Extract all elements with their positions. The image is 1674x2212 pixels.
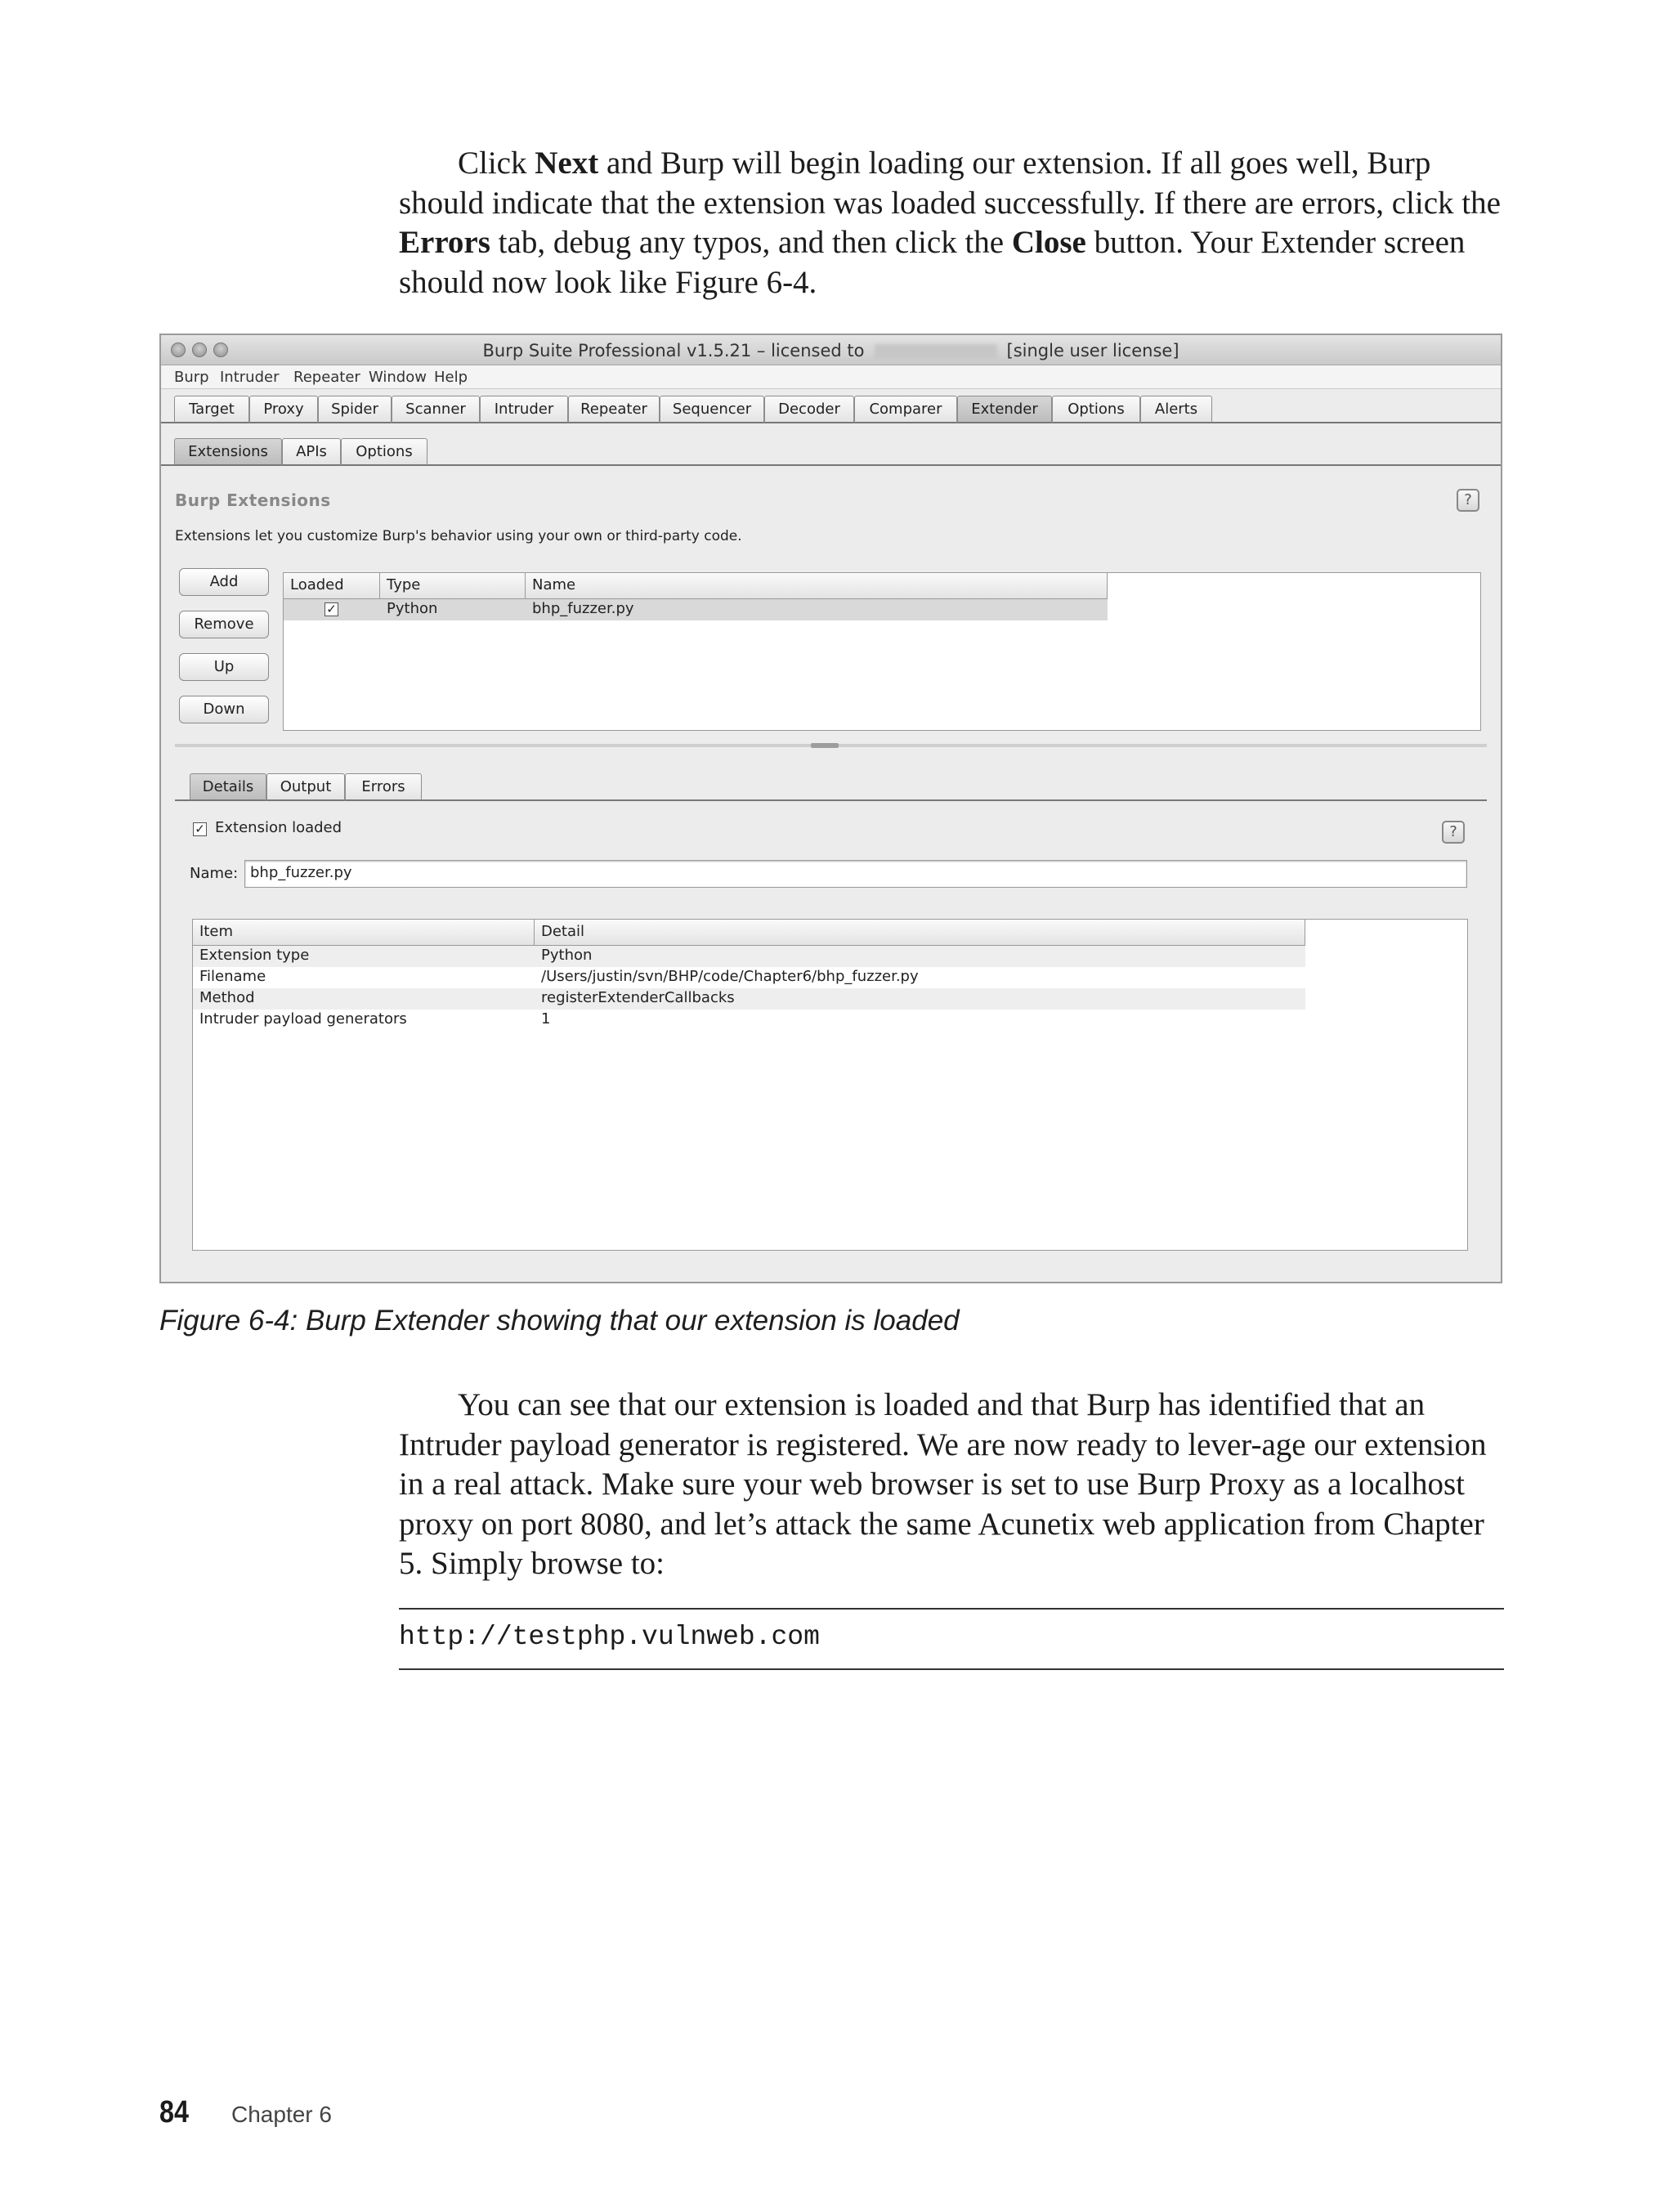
tab-extender-options[interactable]: Options (341, 438, 427, 466)
window-title (161, 341, 1501, 360)
figure-caption: Figure 6-4: Burp Extender showing that our extension is loaded (159, 1305, 960, 1337)
add-button[interactable]: Add (179, 568, 269, 596)
extension-loaded-label: Extension loaded (215, 819, 342, 836)
row-name: bhp_fuzzer.py (532, 600, 634, 617)
code-rule-bottom (399, 1668, 1504, 1670)
tab-target[interactable]: Target (174, 396, 249, 423)
chapter-label: Chapter 6 (231, 2102, 332, 2127)
tab-details[interactable]: Details (190, 773, 266, 801)
tab-comparer[interactable]: Comparer (854, 396, 957, 423)
intro-text-2: and Burp will begin loading our extension. If all goes well, Burp should indicate that the extension was loaded successfully. If there are errors, click the (399, 146, 1501, 221)
intro-text-3: tab, debug any typos, and then click the (490, 225, 1012, 260)
row-item: Intruder payload generators (199, 1010, 407, 1028)
row-item: Filename (199, 968, 266, 985)
row-detail: registerExtenderCallbacks (541, 989, 735, 1006)
menu-repeater[interactable]: Repeater (293, 369, 360, 386)
body-paragraph-text: You can see that our extension is loaded and that Burp has identified that an Intruder payload generator is registered. We are now ready to lever-age our extension in a real attack. Make sure your web browser is set to use Burp Proxy as a localhost proxy on port 8080, and let’s attack the same Acunetix web application from Chapter 5. Simply browse to: (399, 1387, 1487, 1581)
name-label: Name: (190, 865, 239, 882)
table-row[interactable] (193, 946, 1305, 967)
intro-text-1: Click (458, 146, 535, 181)
intro-text-4: button. Your Extender screen should now look like Figure 6-4. (399, 225, 1466, 300)
column-header-loaded[interactable]: Loaded (284, 573, 380, 599)
row-item: Extension type (199, 947, 310, 964)
extensions-table (283, 572, 1481, 731)
column-header-name[interactable]: Name (526, 573, 1108, 599)
section-description: Extensions let you customize Burp's behavior using your own or third-party code. (175, 528, 742, 544)
row-type: Python (387, 600, 438, 617)
name-field[interactable]: bhp_fuzzer.py (244, 860, 1467, 888)
row-detail: Python (541, 947, 593, 964)
column-header-detail[interactable]: Detail (535, 920, 1305, 946)
tab-sequencer[interactable]: Sequencer (660, 396, 764, 423)
row-item: Method (199, 989, 255, 1006)
table-row[interactable] (193, 1010, 1305, 1031)
loaded-checkbox[interactable]: ✓ (325, 602, 338, 616)
window-title-prefix: Burp Suite Professional v1.5.21 – licensed to (482, 341, 865, 360)
tab-repeater[interactable]: Repeater (568, 396, 660, 423)
detail-help-icon[interactable]: ? (1442, 821, 1465, 844)
menu-burp[interactable]: Burp (174, 369, 209, 386)
tab-intruder[interactable]: Intruder (480, 396, 568, 423)
intro-bold-errors: Errors (399, 225, 490, 260)
extender-sub-tab-bar (161, 432, 1501, 466)
detail-tab-bar (175, 767, 1487, 801)
code-url: http://testphp.vulnweb.com (399, 1622, 820, 1652)
menu-window[interactable]: Window (369, 369, 427, 386)
body-paragraph (399, 1386, 1504, 1584)
tab-extensions[interactable]: Extensions (174, 438, 282, 466)
tab-spider[interactable]: Spider (318, 396, 392, 423)
burp-window (159, 334, 1502, 1283)
tab-scanner[interactable]: Scanner (392, 396, 480, 423)
row-detail: 1 (541, 1010, 551, 1028)
extension-loaded-checkbox[interactable]: ✓ (193, 822, 207, 836)
menu-intruder[interactable]: Intruder (220, 369, 280, 386)
tab-apis[interactable]: APIs (282, 438, 341, 466)
intro-bold-close: Close (1011, 225, 1086, 260)
splitter-grip-icon[interactable] (811, 743, 839, 748)
code-rule-top (399, 1608, 1504, 1610)
detail-table (192, 919, 1468, 1251)
tab-extender[interactable]: Extender (957, 396, 1052, 423)
intro-paragraph (399, 144, 1504, 302)
tab-output[interactable]: Output (266, 773, 345, 801)
tab-decoder[interactable]: Decoder (764, 396, 854, 423)
main-tab-bar (161, 389, 1501, 423)
tab-errors[interactable]: Errors (345, 773, 422, 801)
table-row[interactable] (284, 599, 1108, 620)
redacted-name (875, 344, 997, 359)
section-title: Burp Extensions (175, 490, 331, 510)
table-row[interactable] (193, 988, 1305, 1010)
column-header-item[interactable]: Item (193, 920, 535, 946)
down-button[interactable]: Down (179, 696, 269, 723)
column-header-type[interactable]: Type (380, 573, 526, 599)
table-row[interactable] (193, 967, 1305, 988)
tab-options[interactable]: Options (1052, 396, 1140, 423)
up-button[interactable]: Up (179, 653, 269, 681)
window-title-suffix: [single user license] (1006, 341, 1179, 360)
help-icon[interactable]: ? (1457, 489, 1479, 512)
tab-alerts[interactable]: Alerts (1140, 396, 1212, 423)
title-bar (161, 335, 1501, 365)
remove-button[interactable]: Remove (179, 611, 269, 638)
menu-help[interactable]: Help (434, 369, 468, 386)
tab-proxy[interactable]: Proxy (249, 396, 318, 423)
row-detail: /Users/justin/svn/BHP/code/Chapter6/bhp_fuzzer.py (541, 968, 919, 985)
menu-bar (161, 365, 1501, 389)
intro-bold-next: Next (535, 146, 599, 181)
page-number: 84 (159, 2095, 189, 2129)
